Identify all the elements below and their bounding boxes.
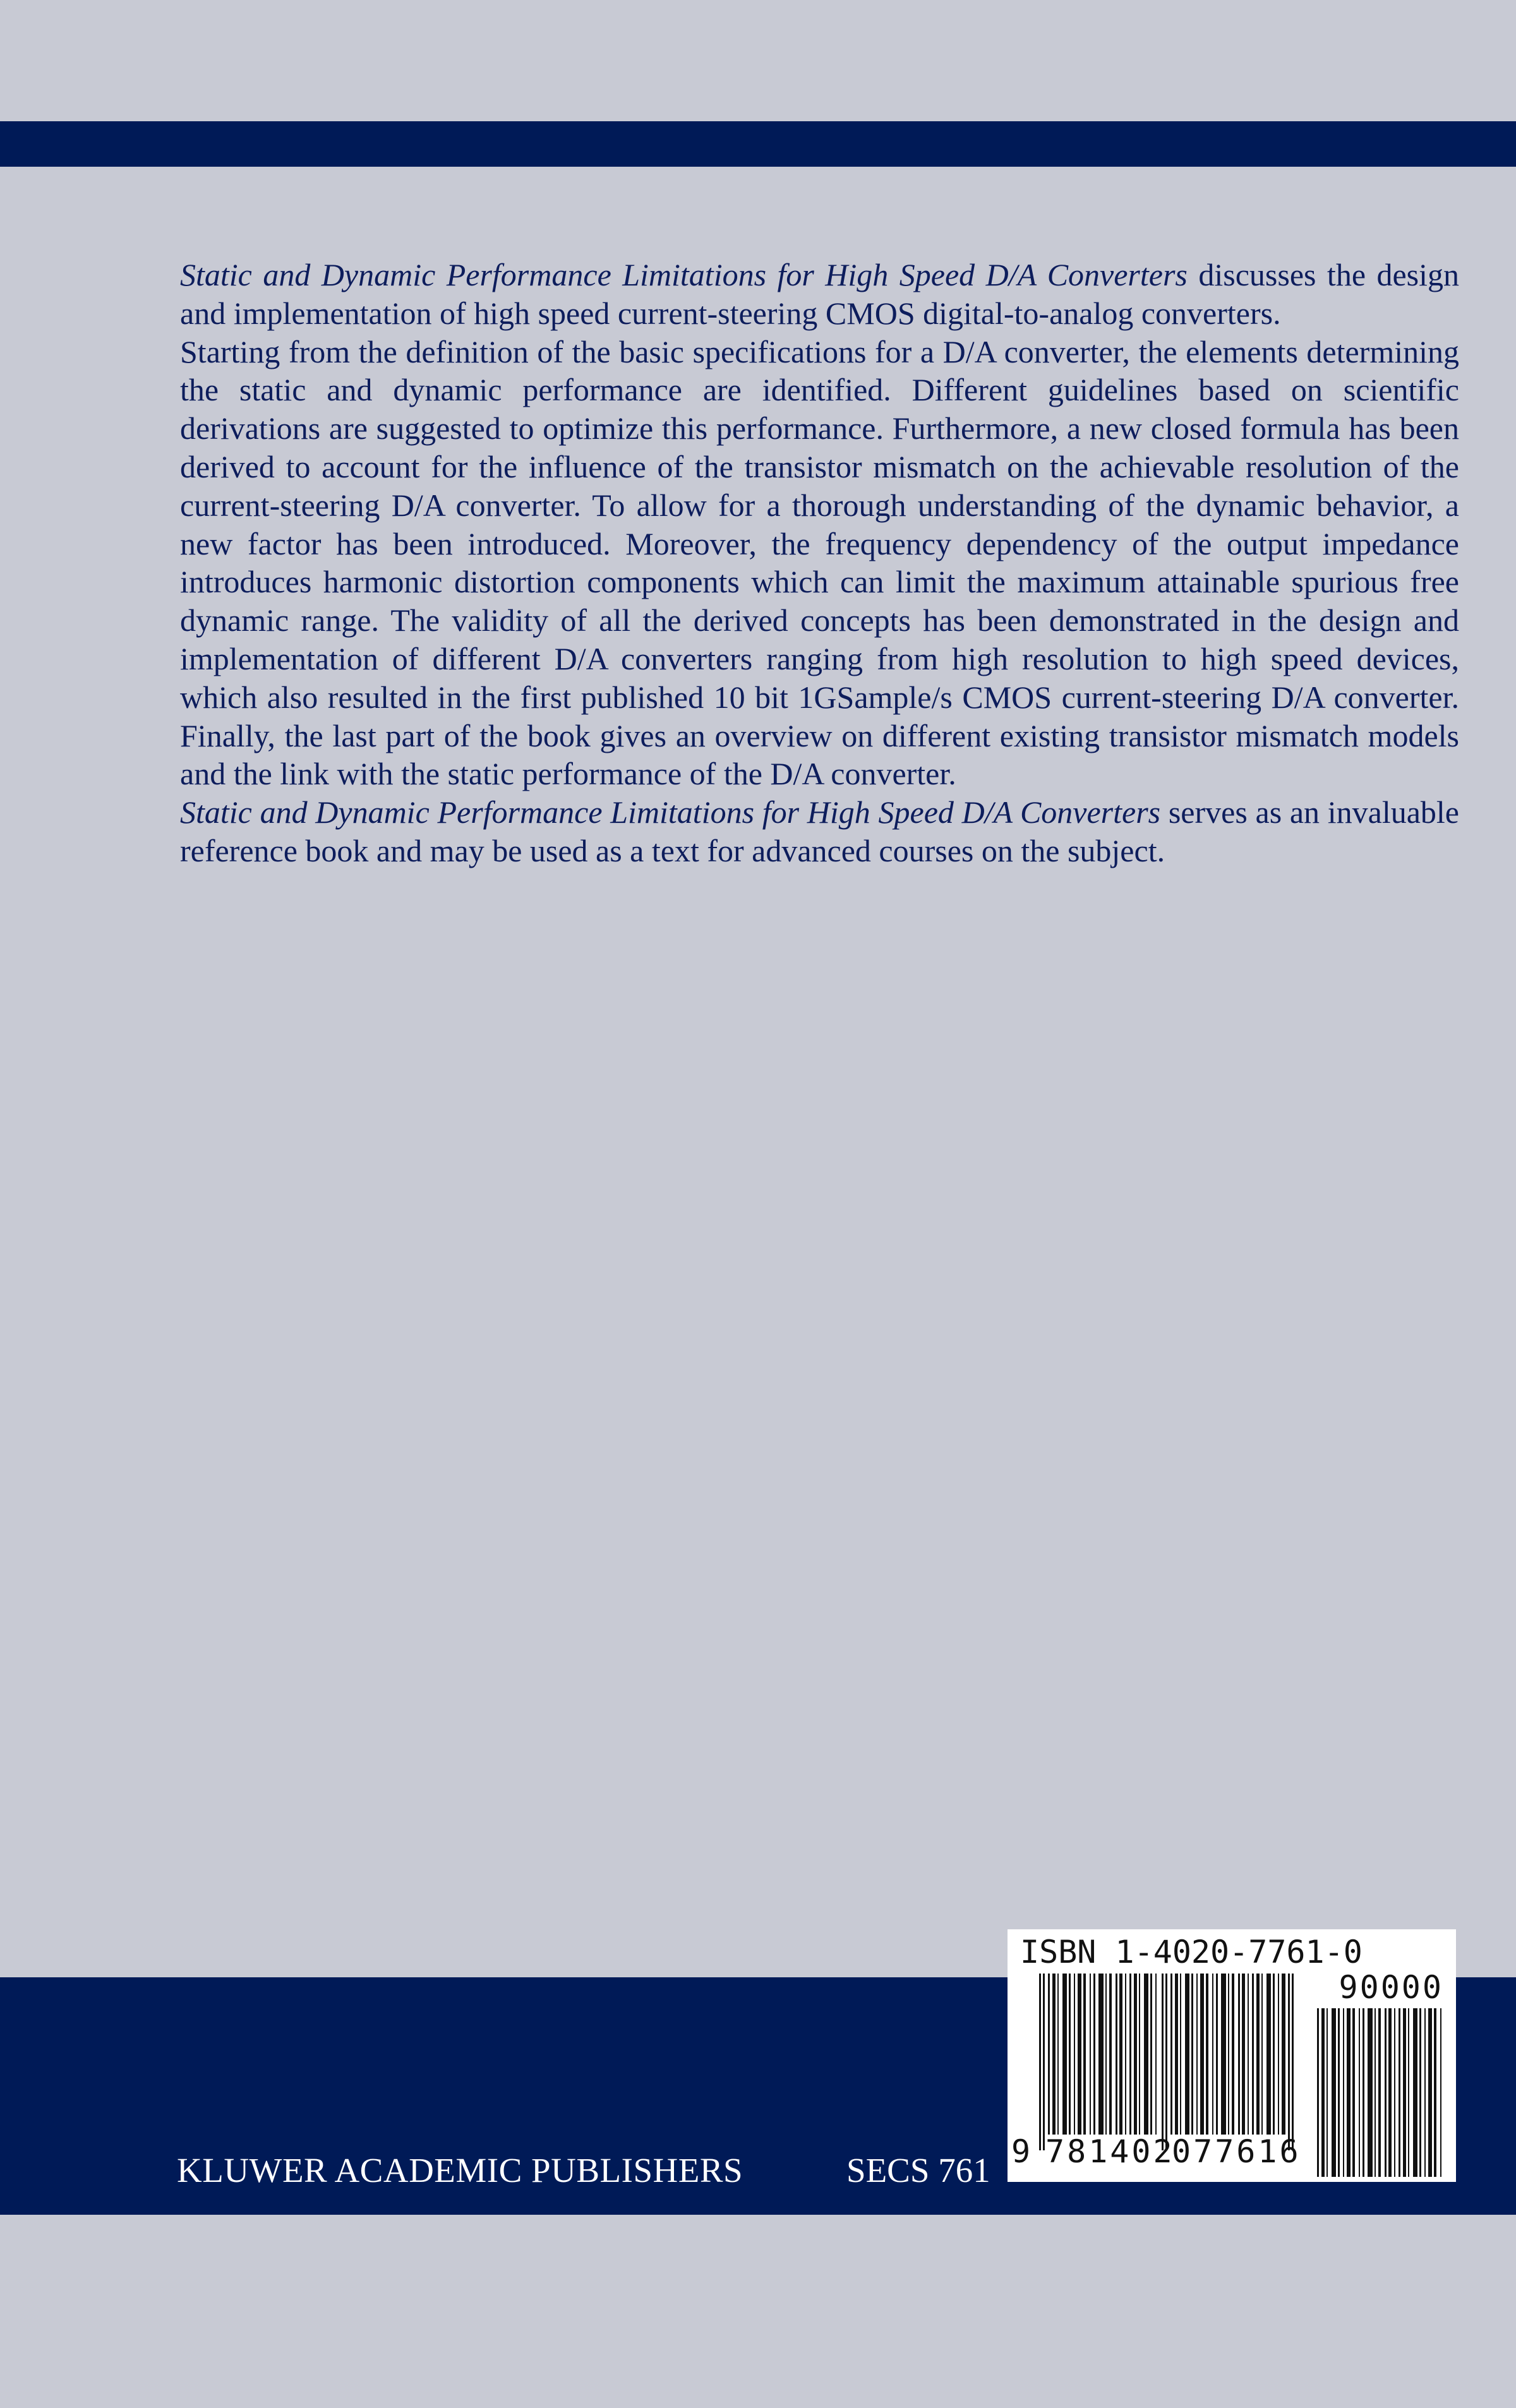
series-code: SECS 761	[846, 2151, 990, 2189]
barcode-guard-bar	[1292, 1974, 1294, 2150]
barcode-bar	[1242, 1974, 1245, 2135]
back-cover-blurb	[180, 256, 1459, 870]
barcode-bar	[1052, 1974, 1056, 2135]
barcode-bar	[1343, 2008, 1344, 2177]
barcode-bar	[1185, 1974, 1189, 2135]
barcode-bar	[1062, 1974, 1067, 2135]
ean-right-digits: 077616	[1172, 2133, 1301, 2170]
isbn-barcode	[1008, 1929, 1456, 2182]
barcode-bar	[1338, 2008, 1340, 2177]
barcode-bar	[1399, 2008, 1400, 2177]
barcode-bar	[1206, 1974, 1208, 2135]
barcode-bar	[1256, 1974, 1260, 2135]
barcode-bar	[1375, 2008, 1376, 2177]
top-color-band	[0, 121, 1516, 167]
book-title-italic: Static and Dynamic Performance Limitations for High Speed D/A Converters	[180, 257, 1188, 292]
barcode-bar	[1408, 2008, 1409, 2177]
barcode-bar	[1266, 1974, 1271, 2135]
barcode-bar	[1326, 2008, 1328, 2177]
barcode-bar	[1109, 1974, 1112, 2135]
barcode-bar	[1155, 1974, 1157, 2135]
publisher-name: KLUWER ACADEMIC PUBLISHERS	[177, 2151, 743, 2189]
barcode-guard-bar	[1288, 1974, 1290, 2150]
barcode-guard-bar	[1162, 1974, 1164, 2150]
barcode-bar	[1352, 2008, 1355, 2177]
barcode-bar	[1347, 2008, 1351, 2177]
barcode-bar	[1078, 1974, 1081, 2135]
blurb-paragraph-3-text: serves as an invaluable reference book and may be used as a text for advanced courses on the subject.	[180, 794, 1460, 868]
barcode-bar	[1083, 1974, 1086, 2135]
barcode-bar	[1069, 1974, 1071, 2135]
barcode-bar	[1252, 1974, 1254, 2135]
blurb-paragraph-1	[180, 256, 1459, 333]
barcode-bar	[1125, 1974, 1126, 2135]
barcode-bar	[1221, 1974, 1226, 2135]
book-title-italic-2: Static and Dynamic Performance Limitations for High Speed D/A Converters	[180, 794, 1161, 830]
barcode-bar	[1048, 1974, 1050, 2135]
barcode-bar	[1170, 1974, 1172, 2135]
barcode-bar	[1321, 2008, 1325, 2177]
barcode-bar	[1228, 1974, 1229, 2135]
barcode-bar	[1440, 2008, 1441, 2177]
barcode-bar	[1248, 1974, 1249, 2135]
barcode-bar	[1363, 2008, 1364, 2177]
barcode-bar	[1317, 2008, 1319, 2177]
ean-first-digit: 9	[1011, 2133, 1031, 2170]
addon-digits: 90000	[1339, 1969, 1443, 2006]
barcode-bar	[1403, 2008, 1406, 2177]
isbn-label: ISBN 1-4020-7761-0	[1020, 1934, 1363, 1970]
barcode-bar	[1134, 1974, 1137, 2135]
barcode-bar	[1098, 1974, 1104, 2135]
barcode-bar	[1119, 1974, 1122, 2135]
barcode-bar	[1093, 1974, 1095, 2135]
barcode-bar	[1074, 1974, 1075, 2135]
barcode-bar	[1424, 2008, 1426, 2177]
barcode-bar	[1232, 1974, 1234, 2135]
barcode-bar	[1216, 1974, 1218, 2135]
barcode-bar	[1278, 1974, 1279, 2135]
barcode-bar	[1238, 1974, 1240, 2135]
barcode-guard-bar	[1043, 1974, 1045, 2150]
barcode-bar	[1180, 1974, 1181, 2135]
barcode-bar	[1057, 1974, 1059, 2135]
barcode-bar	[1144, 1974, 1148, 2135]
barcode-bar	[1359, 2008, 1360, 2177]
barcode-bar	[1116, 1974, 1117, 2135]
barcode-bar	[1368, 2008, 1373, 2177]
barcode-bar	[1428, 2008, 1432, 2177]
barcode-bar	[1394, 2008, 1395, 2177]
barcode-guard-bar	[1165, 1974, 1167, 2150]
barcode-bar	[1282, 1974, 1285, 2135]
barcode-bar	[1385, 2008, 1387, 2177]
ean-left-digits: 781402	[1045, 2133, 1175, 2170]
barcode-bar	[1378, 2008, 1381, 2177]
barcode-bar	[1388, 2008, 1392, 2177]
barcode-bar	[1139, 1974, 1140, 2135]
barcode-bar	[1273, 1974, 1275, 2135]
barcode-bar	[1200, 1974, 1204, 2135]
barcode-bar	[1105, 1974, 1107, 2135]
barcode-bar	[1413, 2008, 1417, 2177]
barcode-bar	[1090, 1974, 1091, 2135]
barcode-bar	[1212, 1974, 1213, 2135]
barcode-bar	[1261, 1974, 1263, 2135]
barcode-guard-bar	[1039, 1974, 1041, 2150]
barcode-bar	[1419, 2008, 1421, 2177]
barcode-bar	[1434, 2008, 1436, 2177]
barcode-bar	[1191, 1974, 1193, 2135]
blurb-paragraph-3	[180, 793, 1459, 870]
barcode-bar	[1332, 2008, 1336, 2177]
barcode-bar	[1196, 1974, 1198, 2135]
barcode-bar	[1129, 1974, 1131, 2135]
barcode-bar	[1175, 1974, 1178, 2135]
barcode-bar	[1150, 1974, 1152, 2135]
blurb-paragraph-2: Starting from the definition of the basic specifications for a D/A converter, the elements determining the static and dynamic performance are identified. Different guidelines based on scientific derivations are suggested to optimize this performance. Furthermore, a new closed formula has been derived to account for the influence of the transistor mismatch on the achievable resolution of the current-steering D/A converter. To allow for a thorough understanding of the dynamic behavior, a new factor has been introduced. Moreover, the frequency dependency of the output impedance introduces harmonic distortion components which can limit the maximum attainable spurious free dynamic range. The validity of all the derived concepts has been demonstrated in the design and implementation of different D/A converters ranging from high resolution to high speed devices, which also resulted in the first published 10 bit 1GSample/s CMOS current-steering D/A converter. Finally, the last part of the book gives an overview on different existing transistor mismatch models and the link with the static performance of the D/A converter.	[180, 333, 1459, 792]
blurb-paragraph-1-text: discusses the design and implementation of high speed current-steering CMOS digital-to-analog converters.	[180, 257, 1460, 331]
